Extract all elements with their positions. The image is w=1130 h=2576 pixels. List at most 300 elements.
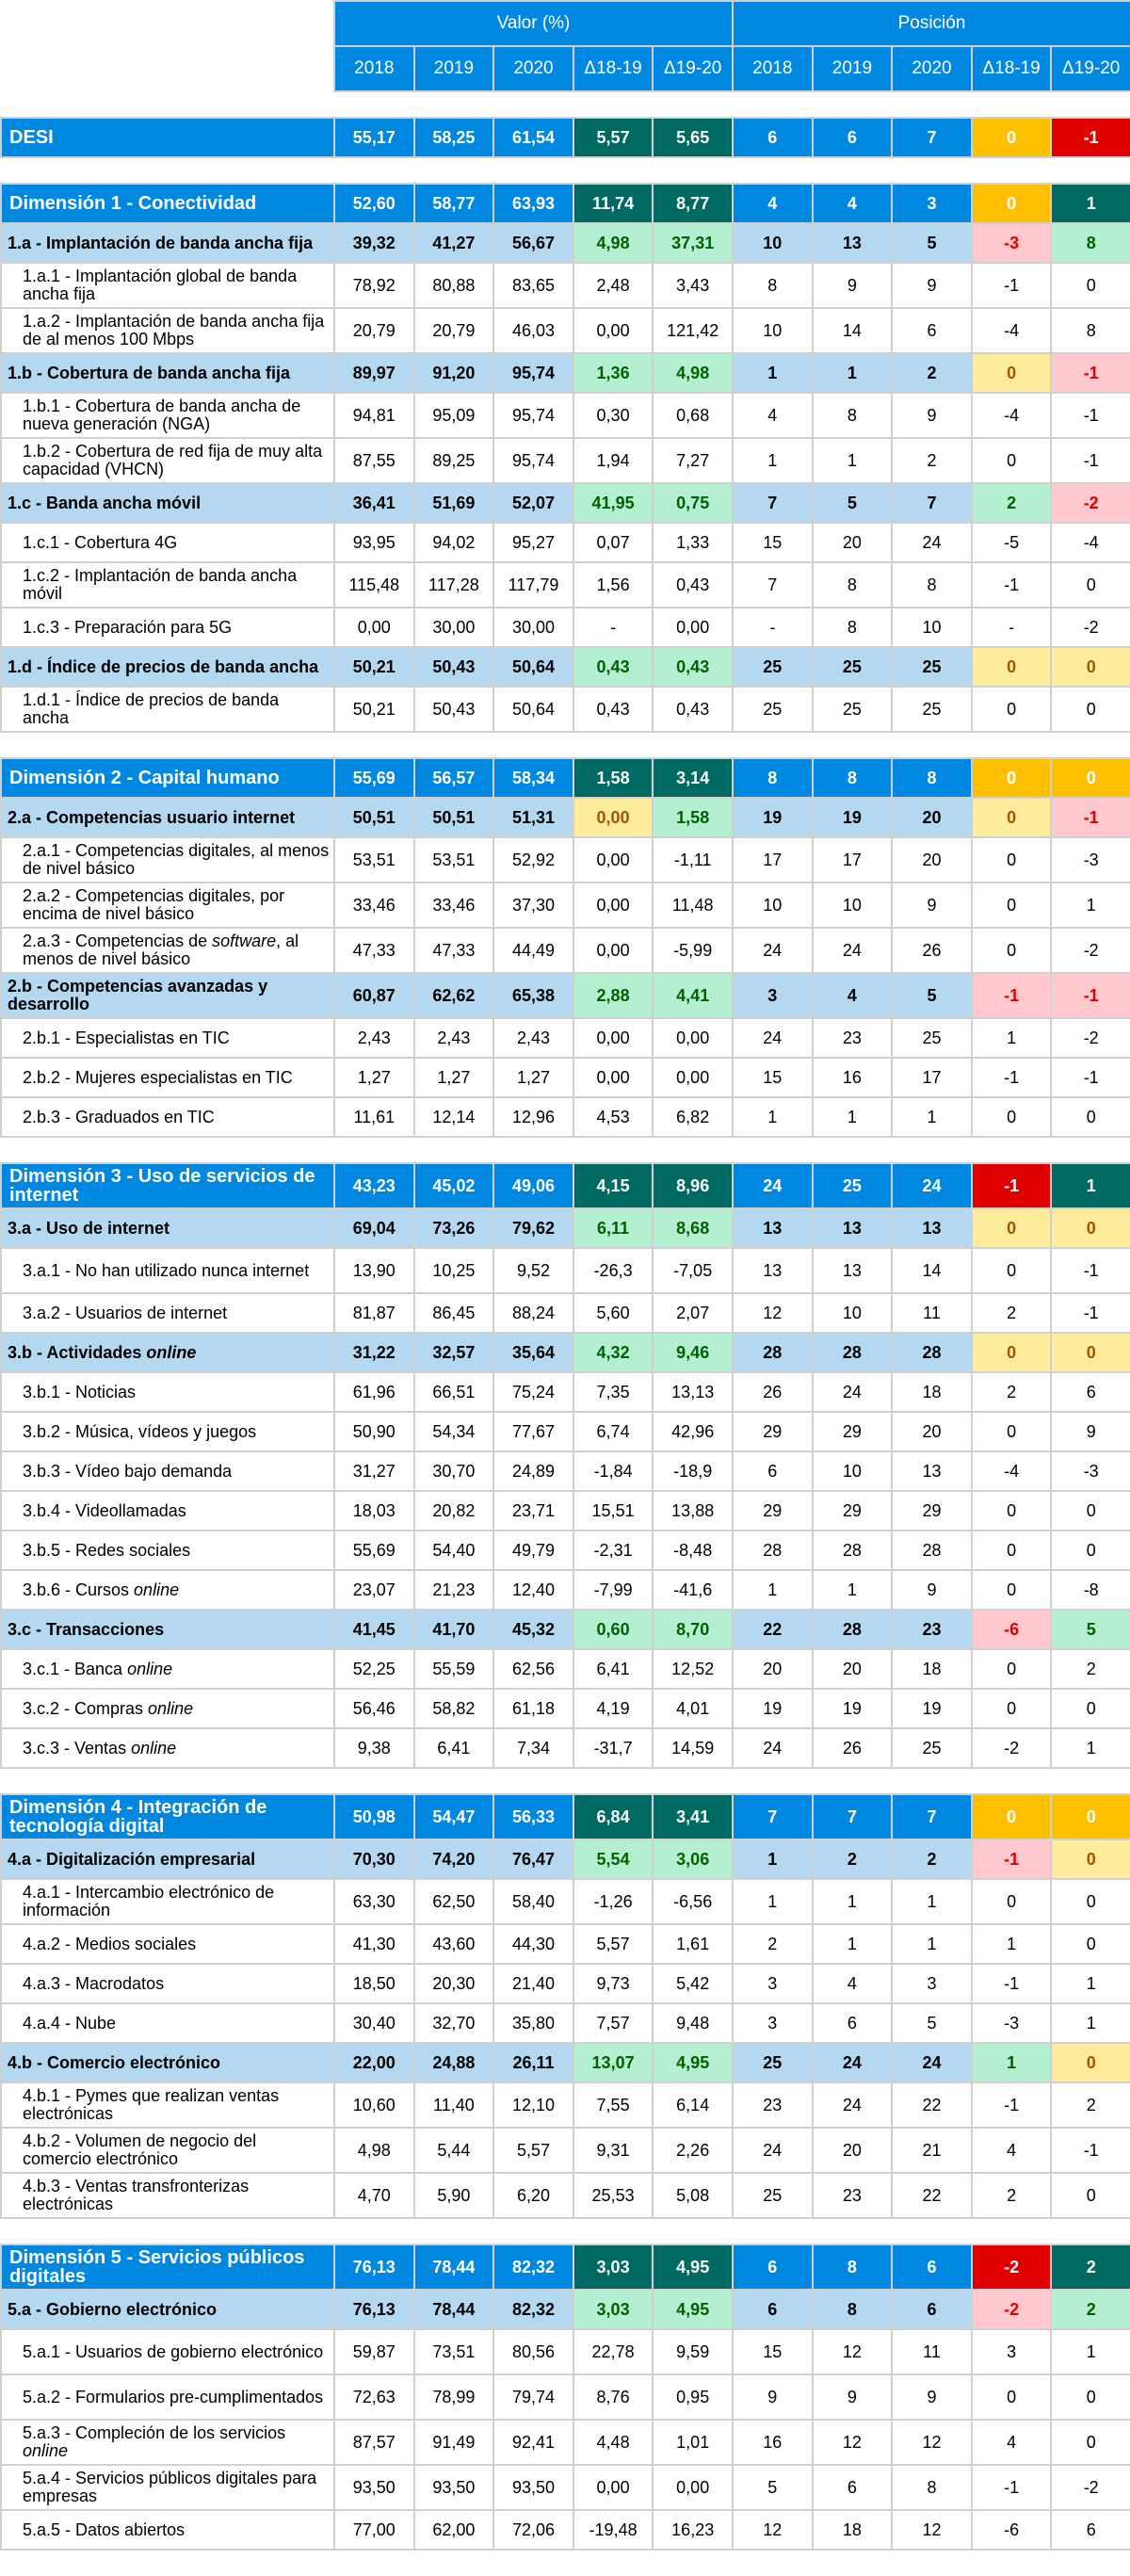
cell-pos-delta-18-19: 0 <box>972 1879 1052 1924</box>
cell-valor-delta-19-20: 0,75 <box>653 483 733 523</box>
row-label-emphasis: online <box>131 1738 177 1758</box>
row-label: 2.b.2 - Mujeres especialistas en TIC <box>1 1058 334 1097</box>
cell-valor-2018: 87,55 <box>334 438 414 483</box>
cell-valor-delta-19-20: 3,06 <box>653 1839 733 1879</box>
cell-pos-2020: 14 <box>892 1248 972 1293</box>
indicator-row <box>1 1058 1130 1097</box>
cell-pos-delta-19-20: 0 <box>1051 2374 1130 2420</box>
cell-pos-delta-19-20: 2 <box>1051 2082 1130 2128</box>
cell-pos-2018: 7 <box>733 483 813 523</box>
cell-valor-2019: 66,51 <box>414 1372 494 1412</box>
cell-valor-2018: 1,27 <box>334 1058 414 1097</box>
cell-pos-2019: 8 <box>813 2244 893 2290</box>
cell-pos-2018: 15 <box>733 523 813 562</box>
cell-pos-2019: 18 <box>813 2510 893 2550</box>
row-label-emphasis: online <box>148 1698 194 1718</box>
cell-pos-delta-19-20: 0 <box>1051 2043 1130 2082</box>
cell-pos-delta-19-20: -2 <box>1051 1018 1130 1058</box>
table-body <box>1 91 1130 2550</box>
cell-pos-2019: 29 <box>813 1491 893 1531</box>
cell-valor-delta-18-19: 0,00 <box>573 1058 654 1097</box>
cell-valor-2020: 44,30 <box>493 1924 573 1964</box>
row-label <box>1 1728 334 1768</box>
cell-valor-2020: 49,06 <box>493 1163 573 1208</box>
indicator-row <box>1 2510 1130 2550</box>
cell-pos-2020: 9 <box>892 393 972 438</box>
cell-valor-2019: 24,88 <box>414 2043 494 2082</box>
row-label: 1.a.1 - Implantación global de banda ancha fija <box>1 263 334 308</box>
cell-pos-2019: 2 <box>813 1839 893 1879</box>
cell-pos-2020: 25 <box>892 647 972 687</box>
cell-valor-delta-18-19: 25,53 <box>573 2173 654 2218</box>
cell-pos-delta-18-19: -2 <box>972 2290 1052 2329</box>
cell-valor-delta-19-20: 0,00 <box>653 2465 733 2510</box>
cell-valor-delta-19-20: 4,98 <box>653 353 733 393</box>
cell-pos-2020: 24 <box>892 523 972 562</box>
cell-valor-2019: 30,00 <box>414 608 494 647</box>
section-spacer <box>1 732 1130 758</box>
indicator-row <box>1 928 1130 973</box>
cell-valor-delta-19-20: 5,42 <box>653 1964 733 2003</box>
row-label: 4.b.3 - Ventas transfronterizas electrónicas <box>1 2173 334 2218</box>
cell-pos-2020: 17 <box>892 1058 972 1097</box>
cell-valor-2018: 93,95 <box>334 523 414 562</box>
cell-valor-delta-18-19: -19,48 <box>573 2510 654 2550</box>
cell-valor-delta-18-19: -26,3 <box>573 1248 654 1293</box>
cell-pos-2019: 10 <box>813 1451 893 1491</box>
indicator-row <box>1 1924 1130 1964</box>
cell-valor-2019: 41,70 <box>414 1610 494 1649</box>
cell-valor-2019: 54,47 <box>414 1794 494 1839</box>
cell-valor-2020: 35,64 <box>493 1333 573 1372</box>
cell-pos-delta-18-19: 0 <box>972 1794 1052 1839</box>
header-group-posicion: Posición <box>733 1 1130 46</box>
indicator-row <box>1 523 1130 562</box>
cell-pos-delta-19-20: 2 <box>1051 2290 1130 2329</box>
cell-pos-delta-19-20: 1 <box>1051 2003 1130 2043</box>
cell-valor-2019: 117,28 <box>414 562 494 608</box>
cell-pos-2018: 2 <box>733 1924 813 1964</box>
cell-valor-delta-19-20: 0,43 <box>653 647 733 687</box>
cell-valor-2019: 73,26 <box>414 1208 494 1248</box>
section-spacer <box>1 91 1130 118</box>
cell-pos-2019: 8 <box>813 562 893 608</box>
cell-valor-2019: 51,69 <box>414 483 494 523</box>
section-spacer-cell <box>1 1768 1130 1794</box>
cell-pos-2018: 29 <box>733 1491 813 1531</box>
cell-valor-delta-19-20: 9,46 <box>653 1333 733 1372</box>
cell-pos-2018: 4 <box>733 393 813 438</box>
cell-pos-2019: 24 <box>813 928 893 973</box>
cell-valor-2020: 52,07 <box>493 483 573 523</box>
section-spacer <box>1 1137 1130 1163</box>
cell-pos-delta-19-20: -1 <box>1051 118 1130 157</box>
cell-valor-2019: 30,70 <box>414 1451 494 1491</box>
cell-pos-delta-18-19: 0 <box>972 438 1052 483</box>
subdimension-row <box>1 1208 1130 1248</box>
cell-pos-delta-18-19: 0 <box>972 687 1052 732</box>
cell-valor-delta-19-20: 9,48 <box>653 2003 733 2043</box>
cell-valor-2018: 87,57 <box>334 2420 414 2465</box>
cell-valor-2020: 93,50 <box>493 2465 573 2510</box>
cell-valor-delta-18-19: 0,07 <box>573 523 654 562</box>
cell-valor-2019: 94,02 <box>414 523 494 562</box>
subdimension-row <box>1 798 1130 837</box>
cell-pos-2019: 28 <box>813 1610 893 1649</box>
row-label: 1.d.1 - Índice de precios de banda ancha <box>1 687 334 732</box>
cell-valor-2018: 47,33 <box>334 928 414 973</box>
cell-pos-2019: 24 <box>813 1372 893 1412</box>
cell-valor-2018: 30,40 <box>334 2003 414 2043</box>
indicator-row <box>1 308 1130 353</box>
cell-pos-2020: 8 <box>892 758 972 798</box>
cell-pos-delta-18-19: 0 <box>972 798 1052 837</box>
cell-valor-2018: 69,04 <box>334 1208 414 1248</box>
cell-pos-2020: 7 <box>892 483 972 523</box>
row-label: 1.d - Índice de precios de banda ancha <box>1 647 334 687</box>
cell-valor-delta-18-19: -1,26 <box>573 1879 654 1924</box>
cell-valor-delta-18-19: 5,54 <box>573 1839 654 1879</box>
cell-valor-delta-19-20: 6,14 <box>653 2082 733 2128</box>
cell-valor-2020: 56,67 <box>493 223 573 263</box>
cell-valor-delta-18-19: 1,36 <box>573 353 654 393</box>
cell-valor-2020: 50,64 <box>493 647 573 687</box>
cell-pos-delta-18-19: -6 <box>972 2510 1052 2550</box>
cell-valor-delta-19-20: 121,42 <box>653 308 733 353</box>
cell-valor-2019: 62,50 <box>414 1879 494 1924</box>
cell-pos-delta-19-20: 8 <box>1051 223 1130 263</box>
cell-valor-2019: 74,20 <box>414 1839 494 1879</box>
cell-pos-2018: 20 <box>733 1649 813 1689</box>
row-label: 3.b.3 - Vídeo bajo demanda <box>1 1451 334 1491</box>
indicator-row <box>1 2173 1130 2218</box>
cell-pos-2020: 9 <box>892 2374 972 2420</box>
indicator-row <box>1 2420 1130 2465</box>
cell-pos-delta-18-19: -3 <box>972 2003 1052 2043</box>
cell-pos-delta-19-20: 1 <box>1051 1728 1130 1768</box>
cell-valor-2018: 50,21 <box>334 687 414 732</box>
cell-valor-2019: 21,23 <box>414 1570 494 1610</box>
cell-valor-delta-19-20: 2,07 <box>653 1293 733 1333</box>
indicator-row <box>1 2128 1130 2173</box>
cell-valor-2020: 12,10 <box>493 2082 573 2128</box>
cell-pos-2019: 13 <box>813 1208 893 1248</box>
cell-valor-2020: 49,79 <box>493 1531 573 1570</box>
row-label-emphasis: online <box>127 1659 173 1678</box>
cell-pos-2018: 19 <box>733 1689 813 1728</box>
cell-pos-2019: 1 <box>813 1879 893 1924</box>
cell-valor-delta-18-19: 3,03 <box>573 2290 654 2329</box>
cell-valor-2019: 78,99 <box>414 2374 494 2420</box>
row-label-emphasis: online <box>23 2441 69 2460</box>
cell-valor-2019: 20,82 <box>414 1491 494 1531</box>
cell-valor-delta-18-19: 5,57 <box>573 118 654 157</box>
cell-valor-delta-18-19: 4,19 <box>573 1689 654 1728</box>
cell-pos-2019: 4 <box>813 973 893 1018</box>
cell-pos-2018: 28 <box>733 1333 813 1372</box>
cell-pos-2020: 6 <box>892 2244 972 2290</box>
row-label: 5.a.5 - Datos abiertos <box>1 2510 334 2550</box>
cell-pos-delta-18-19: 1 <box>972 2043 1052 2082</box>
cell-valor-2018: 31,22 <box>334 1333 414 1372</box>
cell-pos-2018: 15 <box>733 1058 813 1097</box>
row-label-text: 3.c.1 - Banca <box>23 1659 128 1678</box>
cell-valor-2020: 75,24 <box>493 1372 573 1412</box>
cell-pos-2020: 11 <box>892 2329 972 2374</box>
cell-pos-2020: 29 <box>892 1491 972 1531</box>
row-label: 3.c - Transacciones <box>1 1610 334 1649</box>
cell-pos-delta-18-19: -1 <box>972 973 1052 1018</box>
cell-pos-2018: 10 <box>733 308 813 353</box>
indicator-row <box>1 2329 1130 2374</box>
cell-valor-delta-19-20: 3,14 <box>653 758 733 798</box>
cell-valor-delta-19-20: 13,13 <box>653 1372 733 1412</box>
cell-valor-2018: 115,48 <box>334 562 414 608</box>
cell-pos-2019: 1 <box>813 1570 893 1610</box>
cell-pos-2020: 21 <box>892 2128 972 2173</box>
row-label: DESI <box>1 118 334 157</box>
row-label: 4.a.2 - Medios sociales <box>1 1924 334 1964</box>
cell-valor-2020: 56,33 <box>493 1794 573 1839</box>
cell-valor-2019: 32,70 <box>414 2003 494 2043</box>
section-spacer <box>1 1768 1130 1794</box>
header-blank-cell <box>1 1 334 46</box>
cell-valor-2018: 60,87 <box>334 973 414 1018</box>
cell-pos-2020: 5 <box>892 2003 972 2043</box>
cell-pos-delta-18-19: 0 <box>972 647 1052 687</box>
cell-valor-2020: 21,40 <box>493 1964 573 2003</box>
cell-pos-2020: 28 <box>892 1531 972 1570</box>
cell-pos-delta-19-20: -3 <box>1051 837 1130 883</box>
cell-valor-2018: 93,50 <box>334 2465 414 2510</box>
cell-valor-2020: 95,74 <box>493 438 573 483</box>
cell-valor-2019: 45,02 <box>414 1163 494 1208</box>
cell-pos-2019: 17 <box>813 837 893 883</box>
cell-pos-2019: 8 <box>813 2290 893 2329</box>
cell-valor-2018: 50,21 <box>334 647 414 687</box>
cell-pos-2018: 16 <box>733 2420 813 2465</box>
cell-pos-2018: 26 <box>733 1372 813 1412</box>
cell-valor-delta-18-19: 4,32 <box>573 1333 654 1372</box>
cell-valor-2019: 11,40 <box>414 2082 494 2128</box>
cell-pos-2019: 26 <box>813 1728 893 1768</box>
cell-pos-2020: 2 <box>892 1839 972 1879</box>
cell-valor-delta-19-20: 4,95 <box>653 2290 733 2329</box>
cell-pos-delta-19-20: 0 <box>1051 758 1130 798</box>
cell-valor-delta-18-19: 4,98 <box>573 223 654 263</box>
cell-valor-2020: 45,32 <box>493 1610 573 1649</box>
indicator-row <box>1 1248 1130 1293</box>
cell-valor-delta-18-19: 6,11 <box>573 1208 654 1248</box>
indicator-row <box>1 1570 1130 1610</box>
cell-pos-2020: 20 <box>892 837 972 883</box>
cell-valor-2019: 93,50 <box>414 2465 494 2510</box>
cell-pos-delta-18-19: 0 <box>972 1208 1052 1248</box>
section-spacer-cell <box>1 157 1130 184</box>
cell-pos-2020: 8 <box>892 562 972 608</box>
cell-pos-delta-19-20: 0 <box>1051 562 1130 608</box>
row-label: Dimensión 5 - Servicios públicos digitales <box>1 2244 334 2290</box>
cell-pos-delta-19-20: 6 <box>1051 1372 1130 1412</box>
section-spacer-cell <box>1 2218 1130 2244</box>
cell-pos-2020: 8 <box>892 2465 972 2510</box>
cell-pos-delta-18-19: 1 <box>972 1018 1052 1058</box>
cell-pos-2020: 19 <box>892 1689 972 1728</box>
cell-valor-2020: 12,40 <box>493 1570 573 1610</box>
cell-pos-2020: 20 <box>892 1412 972 1451</box>
cell-pos-delta-19-20: 5 <box>1051 1610 1130 1649</box>
cell-pos-delta-19-20: 0 <box>1051 1924 1130 1964</box>
cell-pos-2019: 20 <box>813 523 893 562</box>
cell-pos-delta-19-20: -1 <box>1051 798 1130 837</box>
cell-pos-2020: 24 <box>892 2043 972 2082</box>
cell-pos-2019: 6 <box>813 118 893 157</box>
cell-valor-2020: 95,74 <box>493 353 573 393</box>
cell-pos-delta-18-19: 0 <box>972 837 1052 883</box>
cell-valor-delta-18-19: 1,58 <box>573 758 654 798</box>
subdimension-row <box>1 1333 1130 1372</box>
cell-pos-2018: 7 <box>733 1794 813 1839</box>
cell-valor-2020: 83,65 <box>493 263 573 308</box>
cell-valor-2019: 58,82 <box>414 1689 494 1728</box>
cell-valor-delta-18-19: 0,00 <box>573 308 654 353</box>
row-label: 5.a.1 - Usuarios de gobierno electrónico <box>1 2329 334 2374</box>
cell-pos-delta-19-20: -4 <box>1051 523 1130 562</box>
indicator-row <box>1 1412 1130 1451</box>
cell-valor-2018: 81,87 <box>334 1293 414 1333</box>
cell-valor-2018: 0,00 <box>334 608 414 647</box>
cell-valor-2020: 1,27 <box>493 1058 573 1097</box>
cell-pos-2019: 9 <box>813 2374 893 2420</box>
indicator-row <box>1 883 1130 928</box>
cell-valor-2020: 51,31 <box>493 798 573 837</box>
cell-valor-delta-19-20: 13,88 <box>653 1491 733 1531</box>
cell-valor-2020: 52,92 <box>493 837 573 883</box>
cell-pos-2018: 25 <box>733 687 813 732</box>
cell-valor-delta-19-20: 1,01 <box>653 2420 733 2465</box>
cell-pos-2019: 1 <box>813 1924 893 1964</box>
cell-valor-delta-18-19: -7,99 <box>573 1570 654 1610</box>
indicator-row <box>1 2465 1130 2510</box>
indicator-row <box>1 2003 1130 2043</box>
cell-valor-2018: 41,45 <box>334 1610 414 1649</box>
row-label: 1.b.1 - Cobertura de banda ancha de nueva generación (NGA) <box>1 393 334 438</box>
indicator-row <box>1 438 1130 483</box>
cell-valor-2019: 78,44 <box>414 2290 494 2329</box>
row-label <box>1 928 334 973</box>
cell-pos-delta-18-19: 0 <box>972 353 1052 393</box>
cell-pos-delta-18-19: -4 <box>972 308 1052 353</box>
cell-pos-2019: 6 <box>813 2465 893 2510</box>
cell-pos-delta-19-20: 1 <box>1051 1163 1130 1208</box>
cell-valor-2020: 92,41 <box>493 2420 573 2465</box>
cell-pos-2020: 5 <box>892 223 972 263</box>
header-col-valor-delta-18-19: Δ18-19 <box>573 46 654 91</box>
cell-valor-delta-18-19: 11,74 <box>573 184 654 223</box>
row-label: 4.b.1 - Pymes que realizan ventas electrónicas <box>1 2082 334 2128</box>
cell-valor-2019: 50,43 <box>414 647 494 687</box>
indicator-row <box>1 1097 1130 1137</box>
cell-valor-2020: 2,43 <box>493 1018 573 1058</box>
row-label: 4.b.2 - Volumen de negocio del comercio electrónico <box>1 2128 334 2173</box>
cell-pos-delta-18-19: -4 <box>972 1451 1052 1491</box>
cell-pos-delta-18-19: -2 <box>972 1728 1052 1768</box>
cell-valor-delta-18-19: 6,74 <box>573 1412 654 1451</box>
cell-pos-delta-18-19: -1 <box>972 1058 1052 1097</box>
cell-pos-delta-18-19: 0 <box>972 184 1052 223</box>
cell-valor-2018: 50,98 <box>334 1794 414 1839</box>
cell-pos-delta-18-19: -1 <box>972 1839 1052 1879</box>
cell-pos-delta-18-19: -4 <box>972 393 1052 438</box>
cell-valor-2020: 61,54 <box>493 118 573 157</box>
cell-valor-delta-18-19: 4,15 <box>573 1163 654 1208</box>
cell-valor-delta-18-19: 0,00 <box>573 2465 654 2510</box>
row-label: 1.c - Banda ancha móvil <box>1 483 334 523</box>
cell-valor-2020: 82,32 <box>493 2244 573 2290</box>
indicator-row <box>1 1531 1130 1570</box>
row-label-text: 3.b.6 - Cursos <box>23 1580 135 1599</box>
cell-pos-delta-18-19: -3 <box>972 223 1052 263</box>
cell-pos-2020: 20 <box>892 798 972 837</box>
cell-valor-2019: 80,88 <box>414 263 494 308</box>
cell-pos-delta-19-20: 1 <box>1051 883 1130 928</box>
indicator-row <box>1 1689 1130 1728</box>
cell-pos-2018: 10 <box>733 883 813 928</box>
cell-valor-delta-19-20: 0,68 <box>653 393 733 438</box>
cell-valor-2019: 86,45 <box>414 1293 494 1333</box>
cell-valor-delta-19-20: 4,01 <box>653 1689 733 1728</box>
cell-pos-2018: 15 <box>733 2329 813 2374</box>
cell-valor-2020: 72,06 <box>493 2510 573 2550</box>
indicator-row <box>1 2082 1130 2128</box>
cell-valor-2019: 1,27 <box>414 1058 494 1097</box>
cell-pos-delta-19-20: 0 <box>1051 2173 1130 2218</box>
cell-pos-2019: 13 <box>813 223 893 263</box>
cell-valor-2019: 78,44 <box>414 2244 494 2290</box>
cell-pos-2018: 17 <box>733 837 813 883</box>
cell-valor-2020: 61,18 <box>493 1689 573 1728</box>
indicator-row <box>1 687 1130 732</box>
cell-valor-2018: 72,63 <box>334 2374 414 2420</box>
cell-valor-2019: 56,57 <box>414 758 494 798</box>
cell-valor-2020: 88,24 <box>493 1293 573 1333</box>
cell-valor-2018: 76,13 <box>334 2244 414 2290</box>
cell-pos-2018: 8 <box>733 758 813 798</box>
cell-valor-2020: 63,93 <box>493 184 573 223</box>
row-label-emphasis: online <box>134 1580 180 1599</box>
cell-pos-2020: 10 <box>892 608 972 647</box>
cell-valor-delta-18-19: 0,43 <box>573 647 654 687</box>
cell-valor-2019: 20,79 <box>414 308 494 353</box>
cell-pos-2019: 19 <box>813 798 893 837</box>
cell-pos-delta-19-20: -1 <box>1051 438 1130 483</box>
cell-pos-2019: 12 <box>813 2420 893 2465</box>
cell-valor-2020: 46,03 <box>493 308 573 353</box>
row-label: 1.b.2 - Cobertura de red fija de muy alta capacidad (VHCN) <box>1 438 334 483</box>
row-label <box>1 1333 334 1372</box>
cell-pos-2019: 25 <box>813 1163 893 1208</box>
cell-valor-2020: 50,64 <box>493 687 573 732</box>
cell-valor-2018: 20,79 <box>334 308 414 353</box>
cell-valor-delta-19-20: -6,56 <box>653 1879 733 1924</box>
cell-pos-2018: 23 <box>733 2082 813 2128</box>
dimension-row <box>1 758 1130 798</box>
row-label: 2.a.1 - Competencias digitales, al menos de nivel básico <box>1 837 334 883</box>
row-label <box>1 1649 334 1689</box>
cell-pos-delta-18-19: - <box>972 608 1052 647</box>
cell-valor-2018: 31,27 <box>334 1451 414 1491</box>
cell-valor-delta-18-19: 2,48 <box>573 263 654 308</box>
